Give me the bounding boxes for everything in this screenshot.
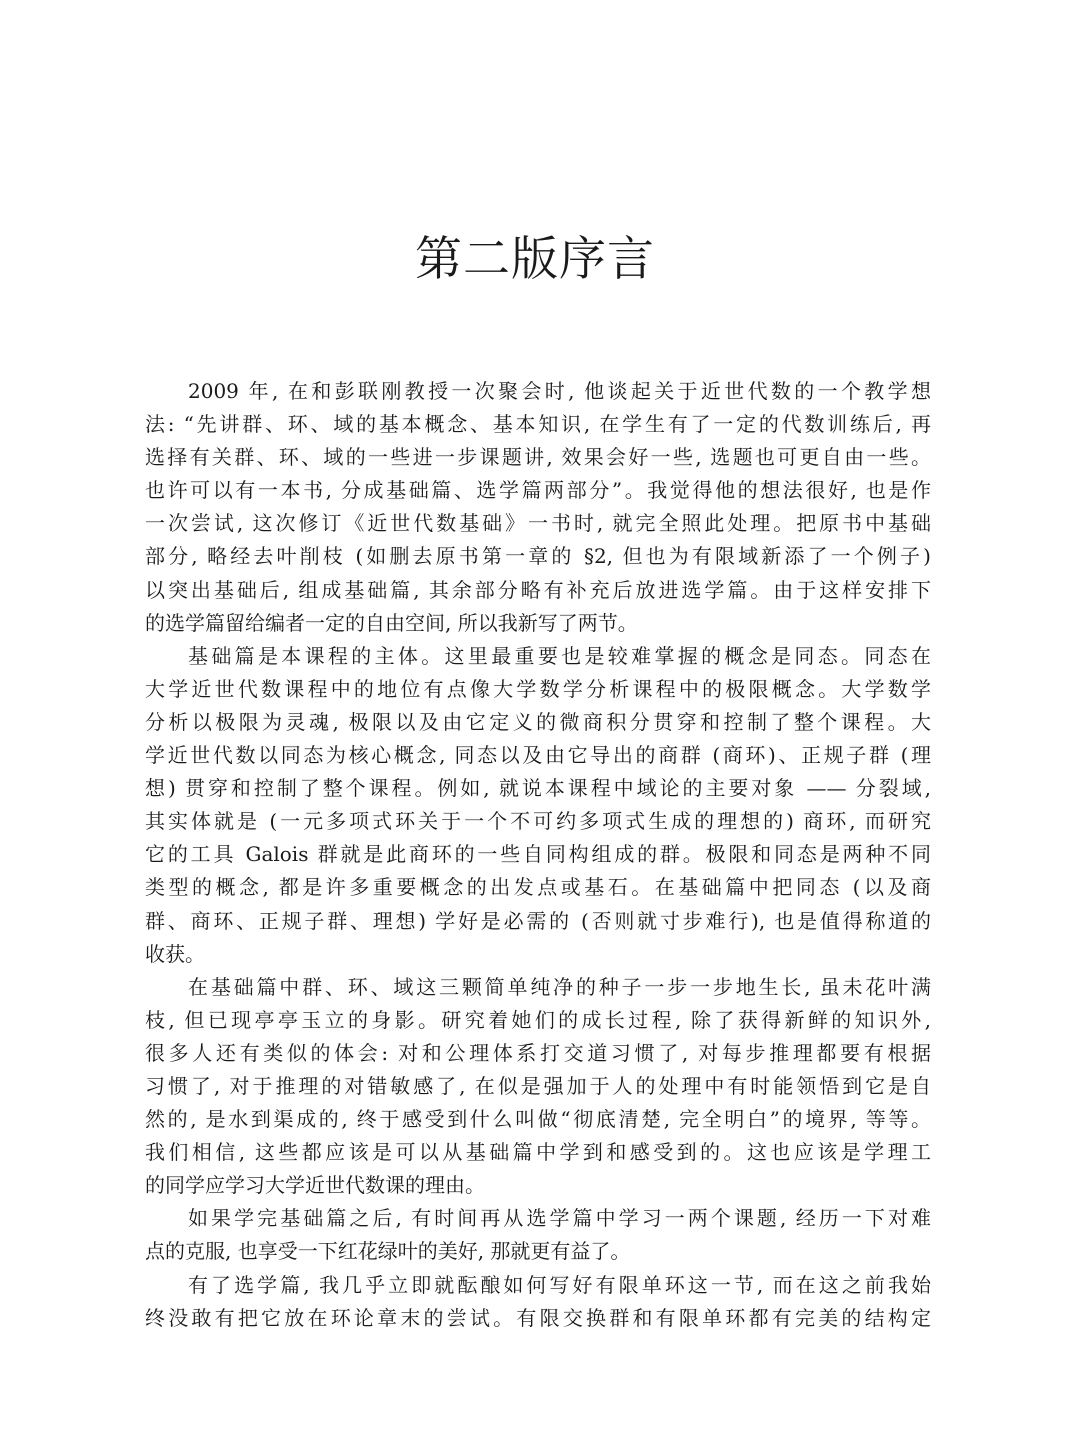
text-line: 类型的概念, 都是许多重要概念的出发点或基石。在基础篇中把同态 (以及商 [145,875,931,900]
text-line: 大学近世代数课程中的地位有点像大学数学分析课程中的极限概念。大学数学 [145,676,931,701]
text-line: 终没敢有把它放在环论章末的尝试。有限交换群和有限单环都有完美的结构定 [145,1305,931,1330]
text-line: 一次尝试, 这次修订《近世代数基础》一书时, 就完全照此处理。把原书中基础 [145,511,931,536]
paragraph-2 [145,640,931,971]
text-line: 有了选学篇, 我几乎立即就酝酿如何写好有限单环这一节, 而在这之前我始 [188,1272,931,1297]
text-line: 我们相信, 这些都应该是可以从基础篇中学到和感受到的。这也应该是学理工 [145,1140,931,1165]
text-line: 然的, 是水到渠成的, 终于感受到什么叫做“彻底清楚, 完全明白”的境界, 等等。 [145,1107,931,1132]
preface-body [145,375,931,1335]
text-line: 收获。 [145,941,205,966]
paragraph-1 [145,375,931,640]
text-line: 以突出基础后, 组成基础篇, 其余部分略有补充后放进选学篇。由于这样安排下 [145,577,931,602]
text-line: 选择有关群、环、域的一些进一步课题讲, 效果会好一些, 选题也可更自由一些。 [145,445,931,470]
text-line: 也许可以有一本书, 分成基础篇、选学篇两部分”。我觉得他的想法很好, 也是作 [145,478,931,503]
text-line: 2009 年, 在和彭联刚教授一次聚会时, 他谈起关于近世代数的一个教学想 [188,379,931,403]
text-line: 学近世代数以同态为核心概念, 同态以及由它导出的商群 (商环)、正规子群 (理 [145,743,931,768]
text-line: 想) 贯穿和控制了整个课程。例如, 就说本课程中域论的主要对象 —— 分裂域, [145,776,931,801]
text-line: 如果学完基础篇之后, 有时间再从选学篇中学习一两个课题, 经历一下对难 [188,1206,931,1231]
text-line: 它的工具 Galois 群就是此商环的一些自同构组成的群。极限和同态是两种不同 [145,842,931,867]
text-line: 群、商环、正规子群、理想) 学好是必需的 (否则就寸步难行), 也是值得称道的 [145,908,931,933]
text-line: 的选学篇留给编者一定的自由空间, 所以我新写了两节。 [145,610,638,635]
page-title: 第二版序言 [415,232,655,287]
text-line: 基础篇是本课程的主体。这里最重要也是较难掌握的概念是同态。同态在 [188,643,931,668]
text-line: 法: “先讲群、环、域的基本概念、基本知识, 在学生有了一定的代数训练后, 再 [145,412,931,437]
paragraph-5 [145,1269,931,1335]
text-line: 枝, 但已现亭亭玉立的身影。研究着她们的成长过程, 除了获得新鲜的知识外, [145,1007,931,1032]
text-line: 其实体就是 (一元多项式环关于一个不可约多项式生成的理想的) 商环, 而研究 [145,809,931,834]
text-line: 在基础篇中群、环、域这三颗简单纯净的种子一步一步地生长, 虽未花叶满 [188,974,931,999]
text-line: 的同学应学习大学近世代数课的理由。 [145,1173,485,1198]
paragraph-3 [145,971,931,1203]
text-line: 习惯了, 对于推理的对错敏感了, 在似是强加于人的处理中有时能领悟到它是自 [145,1073,931,1098]
paragraph-4 [145,1202,931,1268]
text-line: 点的克服, 也享受一下红花绿叶的美好, 那就更有益了。 [145,1239,631,1264]
text-line: 分析以极限为灵魂, 极限以及由它定义的微商积分贯穿和控制了整个课程。大 [145,709,931,734]
text-line: 很多人还有类似的体会: 对和公理体系打交道习惯了, 对每步推理都要有根据 [145,1040,931,1065]
text-line: 部分, 略经去叶削枝 (如删去原书第一章的 §2, 但也为有限域新添了一个例子) [145,544,931,569]
